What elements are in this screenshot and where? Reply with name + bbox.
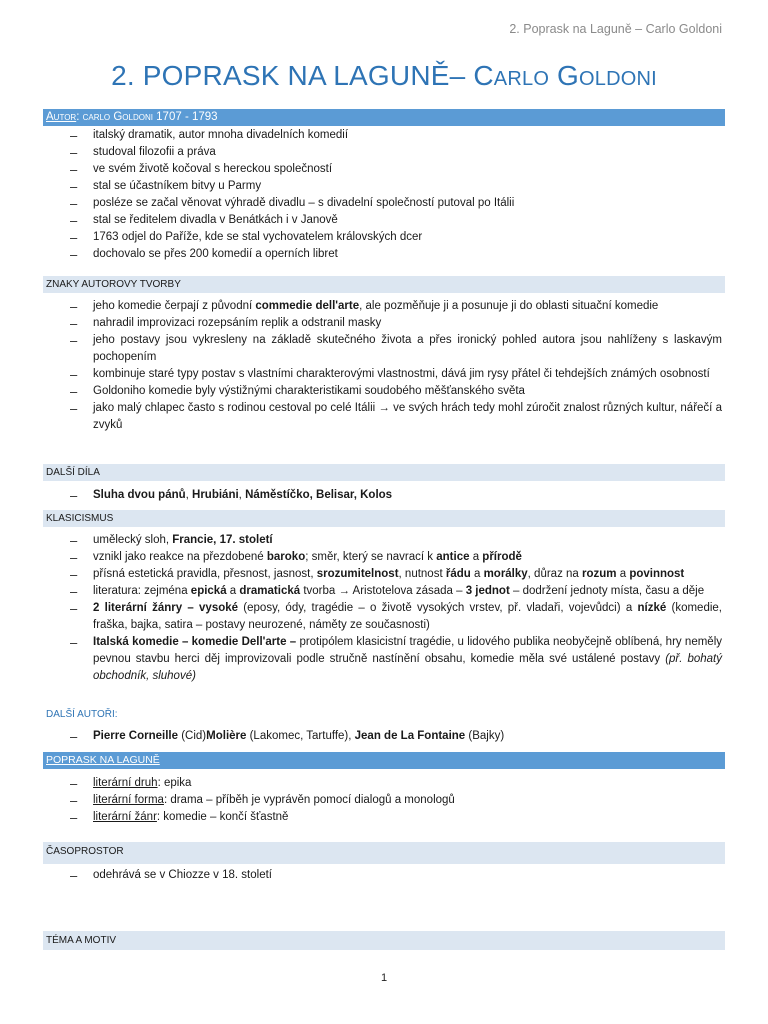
text-bold: řádu (445, 568, 471, 580)
list-item: – kombinuje staré typy postav s vlastními charakterovými vlastnostmi, dává jim rysy přátel či tehdejších známých osobností (70, 366, 722, 383)
text-bold: commedie dell'arte (255, 300, 360, 312)
list-item: – studoval filozofii a práva (70, 144, 722, 161)
text-run: a (226, 585, 240, 597)
text-run: a (469, 551, 483, 563)
title-author: Carlo Goldoni (473, 60, 657, 91)
section-heading-klasicismus: KLASICISMUS (43, 510, 725, 527)
section-heading-autor (43, 109, 725, 126)
text-bold: baroko (266, 551, 306, 563)
list-item (70, 775, 722, 792)
list-item (70, 600, 722, 634)
text-run: a (470, 568, 484, 580)
text-run: tvorba → Aristotelova zásada – (300, 585, 466, 597)
text-run: jeho komedie čerpají z původní (93, 300, 256, 312)
list-item: – odehrává se v Chiozze v 18. století (70, 867, 722, 884)
list-item (70, 549, 722, 566)
text-bold: antice (436, 551, 470, 563)
list-item: – posléze se začal věnovat výhradě divadlu – s divadelní společností putoval po Itálii (70, 195, 722, 212)
term: literární žánr (93, 811, 157, 823)
casoprostor-list (70, 867, 722, 884)
list-item: – stal se ředitelem divadla v Benátkách i v Janově (70, 212, 722, 229)
list-item (70, 583, 722, 600)
autor-label: Autor (46, 111, 77, 123)
work-title: Náměstíčko, Belisar, Kolos (245, 489, 393, 501)
text-run: (Cid) (178, 730, 207, 742)
znaky-list (70, 298, 722, 434)
list-item (70, 487, 722, 504)
separator: , (185, 489, 193, 501)
list-item (70, 728, 722, 745)
text-run: : komedie – končí šťastně (156, 811, 289, 823)
work-title: Hrubiáni (192, 489, 239, 501)
text-bold: Italská komedie – komedie Dell'arte – (93, 636, 297, 648)
text-bold: povinnost (629, 568, 685, 580)
term: literární druh (93, 777, 158, 789)
term: literární forma (93, 794, 164, 806)
text-run: (eposy, ódy, tragédie – o životě vysokých vrstev, př. vladaři, vojevůdci) a (238, 602, 638, 614)
text-run: přísná estetická pravidla, přesnost, jasnost, (93, 568, 317, 580)
title-main: 2. POPRASK NA LAGUNĚ– (111, 60, 474, 91)
list-item (70, 566, 722, 583)
list-item (70, 809, 722, 826)
list-item (70, 792, 722, 809)
list-item (70, 532, 722, 549)
separator: , (238, 489, 246, 501)
text-bold: srozumitelnost (316, 568, 399, 580)
list-item (70, 634, 722, 685)
poprask-label: POPRASK NA LAGUNĚ (46, 754, 160, 766)
text-run: protipólem klasicistní tragédie, u lidového publika neobyčejně oblíbená, hry neměly pevnou stavbu herci děj improvizovali podle stručně nastínění obsahu, komedie měla své ustálené postavy (93, 636, 722, 665)
text-run: , důraz na (527, 568, 583, 580)
text-bold: 3 jednot (465, 585, 510, 597)
text-bold: epická (190, 585, 227, 597)
list-item: – ve svém životě kočoval s hereckou společností (70, 161, 722, 178)
section-heading-dalsi-dila: DALŠÍ DÍLA (43, 464, 725, 481)
author-name: Pierre Corneille (93, 730, 179, 742)
text-run: ; směr, který se navrací k (305, 551, 437, 563)
text-bold: Francie, 17. století (172, 534, 273, 546)
text-italic: (př. bohatý obchodník, sluhové) (93, 653, 722, 682)
text-bold: 2 literární žánry – vysoké (93, 602, 239, 614)
text-run: a (616, 568, 630, 580)
section-heading-tema: TÉMA A MOTIV (43, 931, 725, 950)
autor-name: carlo Goldoni 1707 - 1793 (82, 111, 218, 123)
dalsi-autori-list (70, 728, 722, 745)
section-heading-znaky: ZNAKY AUTOROVY TVORBY (43, 276, 725, 293)
page-title (0, 60, 768, 92)
text-bold: dramatická (239, 585, 301, 597)
list-item: – 1763 odjel do Paříže, kde se stal vychovatelem královských dcer (70, 229, 722, 246)
list-item: – dochovalo se přes 200 komedií a operních libret (70, 246, 722, 263)
text-run: – dodržení jednoty místa, času a děje (509, 585, 705, 597)
text-bold: rozum (582, 568, 617, 580)
work-title: Sluha dvou pánů (93, 489, 186, 501)
list-item: – stal se účastníkem bitvy u Parmy (70, 178, 722, 195)
list-item: – Goldoniho komedie byly výstižnými charakteristikami soudobého měšťanského světa (70, 383, 722, 400)
klasicismus-list (70, 532, 722, 685)
running-header: 2. Poprask na Laguně – Carlo Goldoni (509, 22, 722, 36)
list-item: – jako malý chlapec často s rodinou cestoval po celé Itálii → ve svých hrách tedy mohl zúročit znalost různých kultur, nářečí a zvyků (70, 400, 722, 434)
text-bold: nízké (637, 602, 667, 614)
text-run: , nutnost (398, 568, 446, 580)
text-run: (Lakomec, Tartuffe), (246, 730, 355, 742)
section-heading-casoprostor: ČASOPROSTOR (43, 842, 725, 864)
text-bold: morálky (483, 568, 528, 580)
text-run: literatura: zejména (93, 585, 191, 597)
text-run: (komedie, fraška, bajka, satira – postavy neurozené, náměty ze současnosti) (93, 602, 722, 631)
author-name: Jean de La Fontaine (354, 730, 466, 742)
text-run: umělecký sloh, (93, 534, 173, 546)
text-run: vznikl jako reakce na přezdobené (93, 551, 267, 563)
text-run: : epika (157, 777, 192, 789)
author-name: Molière (206, 730, 247, 742)
text-run: : drama – příběh je vyprávěn pomocí dialogů a monologů (163, 794, 455, 806)
list-item: – italský dramatik, autor mnoha divadelních komedií (70, 127, 722, 144)
dalsi-dila-list (70, 487, 722, 504)
list-item (70, 298, 722, 315)
section-heading-dalsi-autori: DALŠÍ AUTOŘI: (46, 709, 118, 720)
poprask-list (70, 775, 722, 826)
section-heading-poprask (43, 752, 725, 769)
page-number: 1 (380, 972, 388, 984)
list-item: – nahradil improvizaci rozepsáním replik a odstranil masky (70, 315, 722, 332)
list-item: – jeho postavy jsou vykresleny na základě skutečného života a přes ironický pohled autora jsou nahlíženy s laskavým pochopením (70, 332, 722, 366)
autor-colon: : (76, 111, 83, 123)
text-bold: přírodě (482, 551, 522, 563)
text-run: , ale pozměňuje ji a posunuje ji do oblasti situační komedie (359, 300, 659, 312)
autor-list (70, 127, 722, 263)
text-run: (Bajky) (465, 730, 505, 742)
